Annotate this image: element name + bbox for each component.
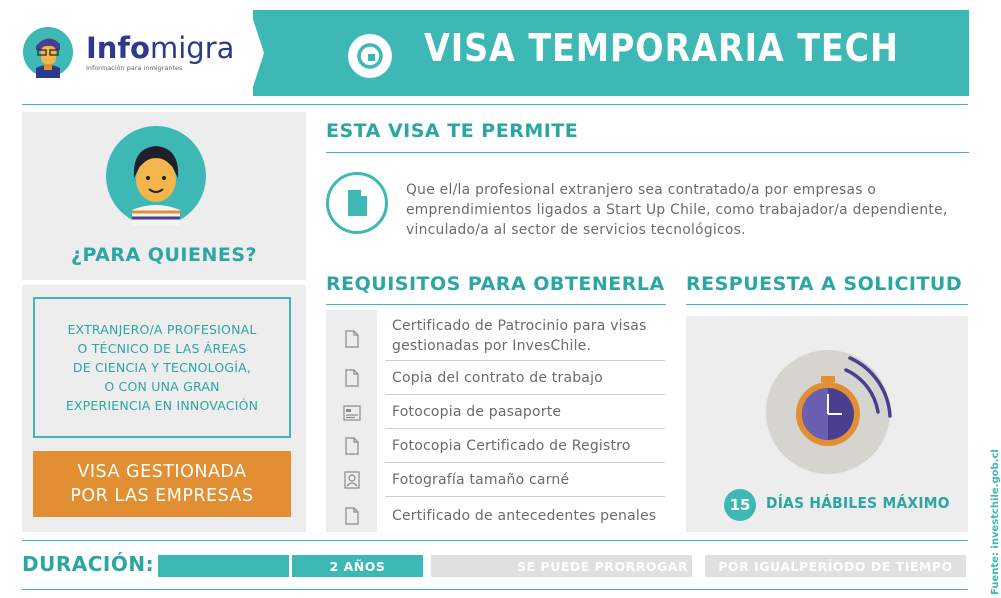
requisito-divider: [385, 462, 665, 463]
photo-id-icon: [326, 471, 377, 489]
requisito-divider: [385, 496, 665, 497]
permite-title: ESTA VISA TE PERMITE: [326, 120, 579, 142]
requisitos-title: REQUISITOS PARA OBTENERLA: [326, 273, 665, 295]
logo-tagline: Información para inmigrantes: [86, 63, 183, 72]
requisito-label: Fotografía tamaño carné: [392, 472, 570, 488]
requisito-label: Fotocopia Certificado de Registro: [392, 438, 631, 454]
duration-value: 2 AÑOS: [292, 555, 423, 577]
document-icon: [326, 507, 377, 525]
duration-divider: [22, 540, 968, 541]
person-avatar-icon: [106, 126, 206, 226]
requisito-divider: [385, 394, 665, 395]
header-divider: [22, 104, 968, 105]
requisito-divider: [385, 428, 665, 429]
respuesta-divider: [686, 304, 968, 305]
footer-divider: [22, 589, 968, 590]
requisito-divider: [385, 360, 665, 361]
logo-brand-light: migra: [149, 30, 235, 65]
document-icon: [326, 330, 377, 348]
source-credit: Fuente: investchile.gob.cl: [990, 449, 1001, 595]
managed-by-text: VISA GESTIONADA POR LAS EMPRESAS: [70, 462, 254, 506]
document-icon: [326, 172, 388, 234]
logo-brand-bold: Info: [86, 30, 150, 65]
requisitos-divider: [326, 304, 666, 305]
who-title: ¿PARA QUIENES?: [70, 244, 258, 266]
passport-icon: [326, 405, 377, 421]
requisito-label: Certificado de antecedentes penales: [392, 508, 657, 524]
document-icon: [326, 369, 377, 387]
days-count-badge: 15: [724, 489, 756, 521]
days-label: DÍAS HÁBILES MÁXIMO: [766, 494, 950, 512]
requisito-label: Fotocopia de pasaporte: [392, 404, 562, 420]
page-title: VISA TEMPORARIA TECH: [424, 26, 899, 70]
duration-period: POR IGUALPERÍODO DE TIEMPO: [705, 555, 966, 577]
document-icon: [326, 437, 377, 455]
duration-extend: SE PUEDE PRORROGAR: [431, 555, 692, 577]
banner-notch: [250, 10, 264, 96]
respuesta-title: RESPUESTA A SOLICITUD: [686, 273, 963, 295]
permite-description: Que el/la profesional extranjero sea contratado/a por empresas o emprendimientos ligados a Start Up Chile, como trabajador/a dependiente, vinculado/a al sector de servicios tecnológicos.: [406, 182, 948, 238]
infomigra-logo: [22, 26, 234, 78]
who-panel-gap: [22, 280, 306, 285]
requisito-label: Certificado de Patrocinio para visas gestionadas por InvesChile.: [392, 318, 647, 354]
stopwatch-icon: [766, 350, 890, 474]
who-description: EXTRANJERO/A PROFESIONAL O TÉCNICO DE LAS ÁREAS DE CIENCIA Y TECNOLOGÍA, O CON UNA GRAN EXPERIENCIA EN INNOVACIÓN: [65, 322, 259, 413]
duration-label: DURACIÓN:: [22, 552, 155, 576]
managed-by-banner: [33, 451, 291, 517]
requisito-label: Copia del contrato de trabajo: [392, 370, 603, 386]
permite-divider: [326, 152, 969, 153]
visa-stamp-icon: [348, 34, 392, 78]
duration-bar-segment: [158, 555, 289, 577]
who-description-box: [33, 297, 291, 438]
mascot-icon: [22, 26, 74, 78]
